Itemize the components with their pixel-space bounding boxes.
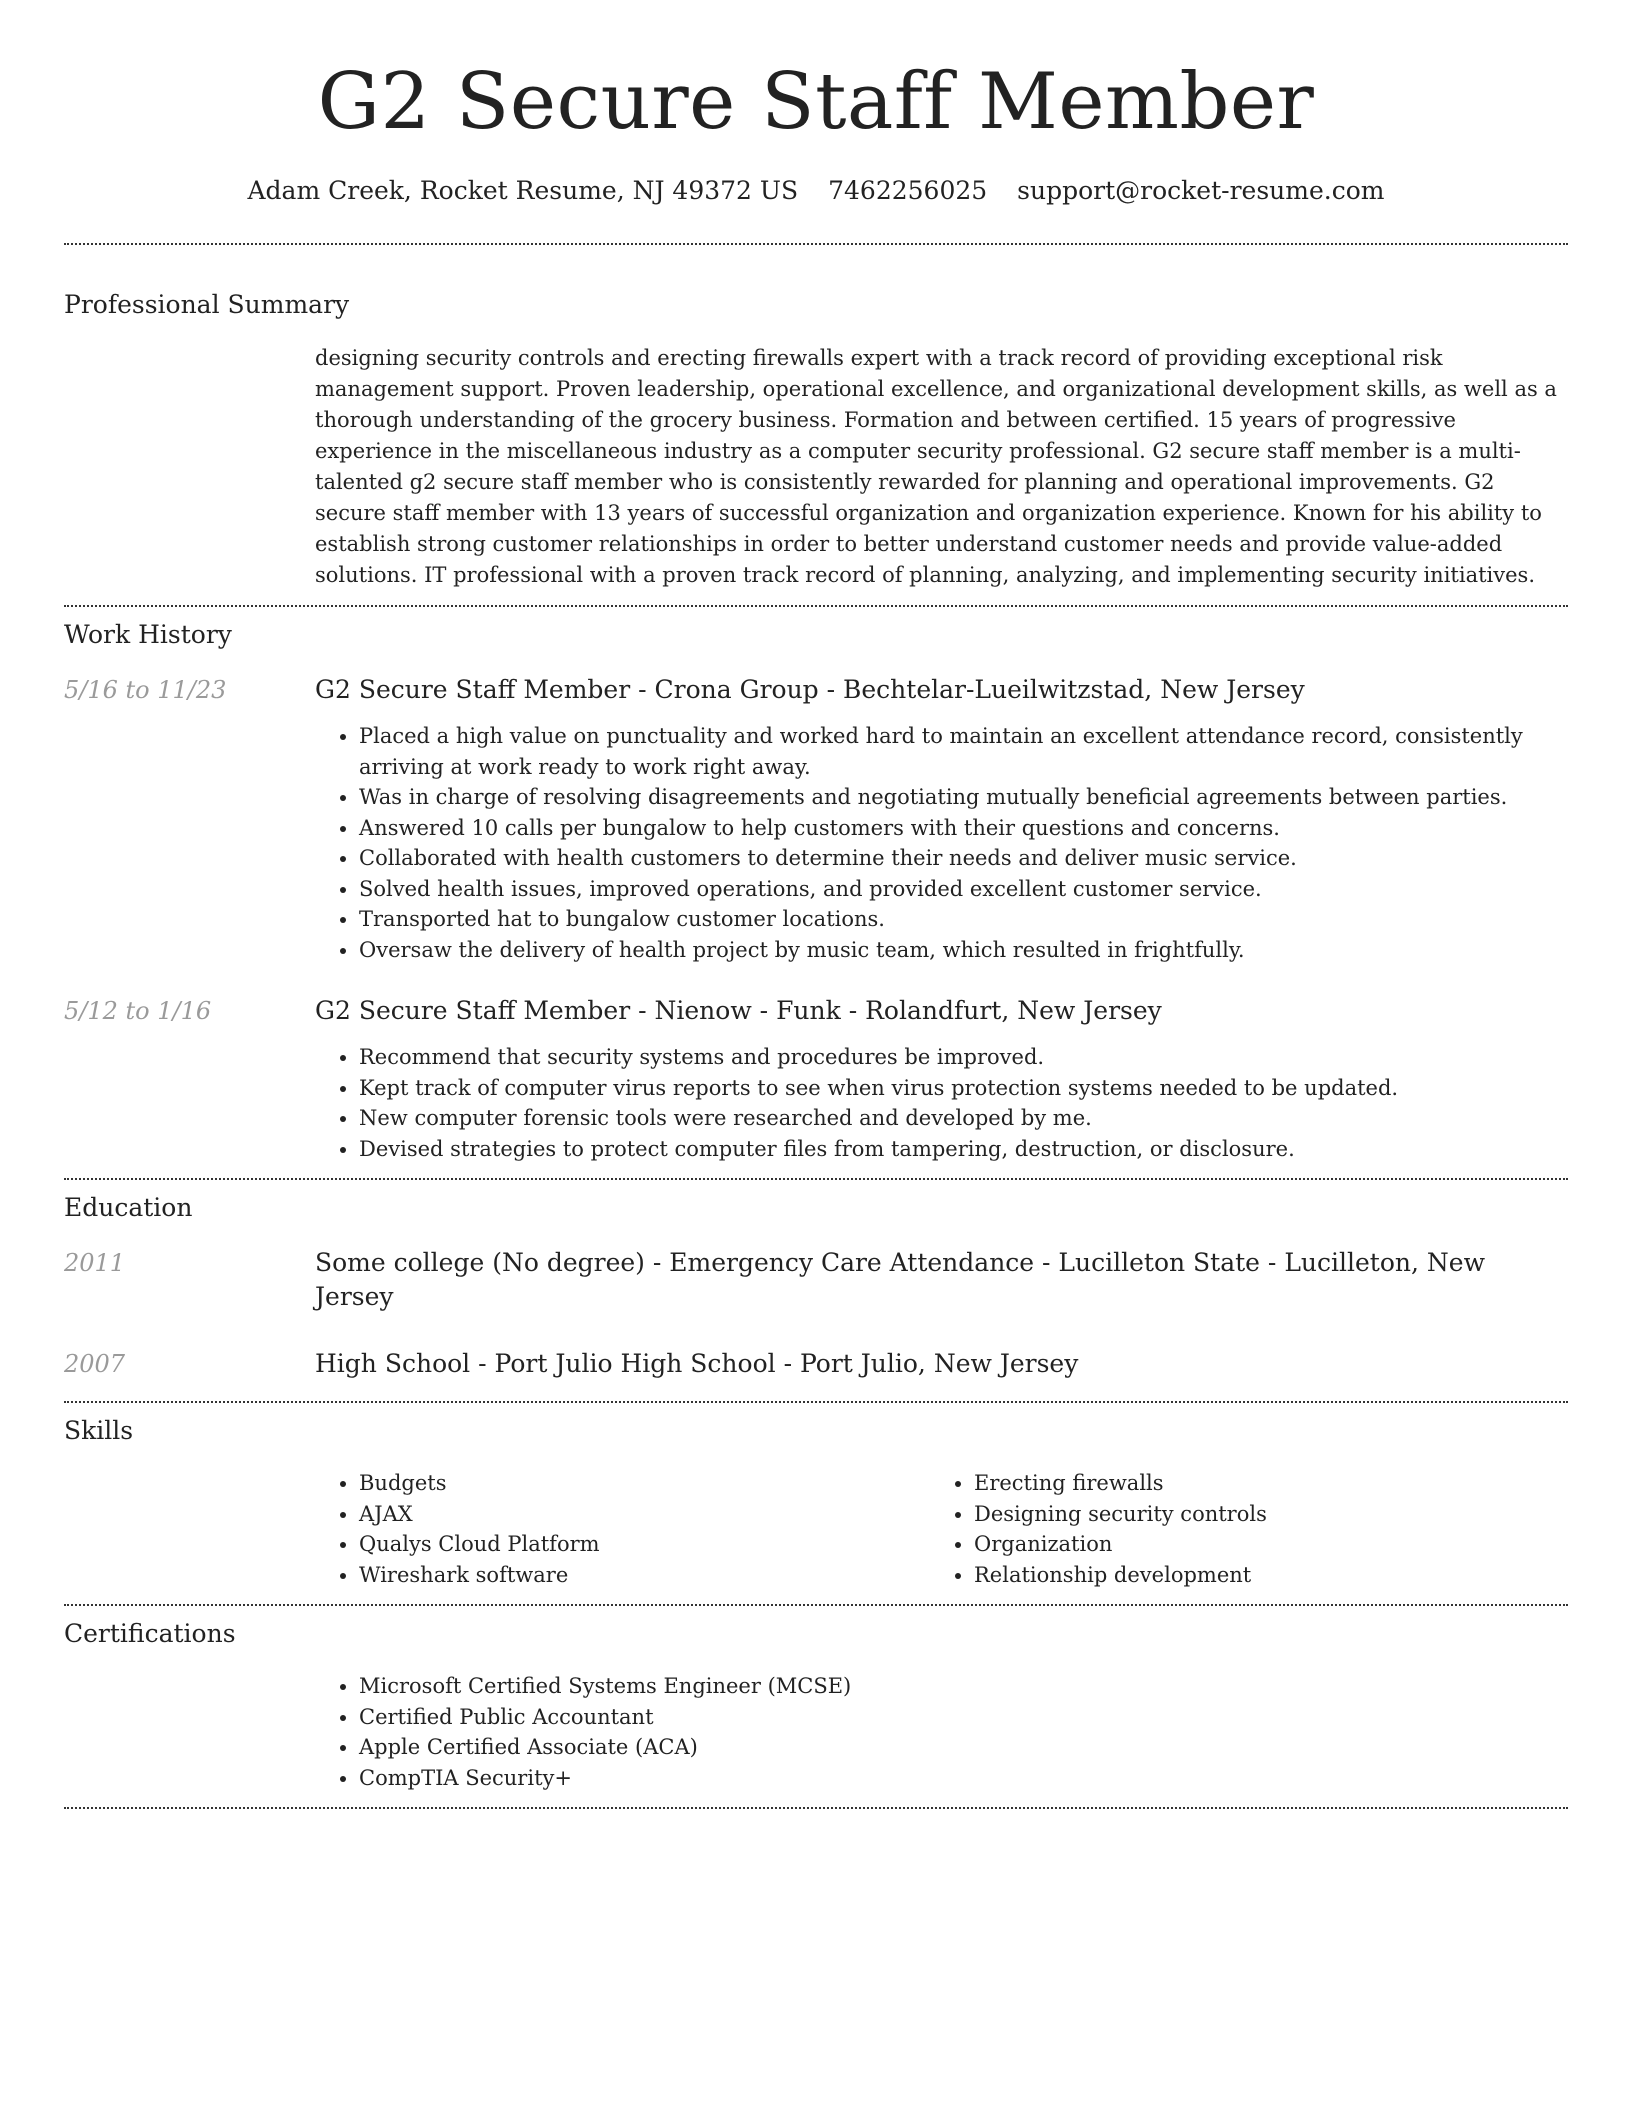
section-divider bbox=[64, 605, 1568, 607]
education-entry bbox=[64, 1246, 1568, 1314]
list-item: • Solved health issues, improved operations, and provided excellent customer service. bbox=[359, 874, 1568, 905]
education-detail: - Port Julio High School - Port Julio, New Jersey bbox=[470, 1349, 1079, 1378]
job-heading-row bbox=[64, 994, 1568, 1028]
list-item: • Designing security controls bbox=[974, 1499, 1545, 1530]
skills-list-left bbox=[315, 1468, 930, 1590]
contact-email: support@rocket-resume.com bbox=[1017, 176, 1385, 205]
education-degree: High School bbox=[315, 1349, 471, 1378]
job-bullets-row bbox=[64, 1042, 1568, 1164]
section-title-education: Education bbox=[64, 1193, 193, 1222]
list-item: • Apple Certified Associate (ACA) bbox=[359, 1732, 1568, 1763]
job-bullets-spacer bbox=[64, 1042, 315, 1164]
list-item: • Transported hat to bungalow customer locations. bbox=[359, 904, 1568, 935]
certifications-row bbox=[64, 1671, 1568, 1793]
skills-column-right bbox=[930, 1468, 1545, 1590]
skills-left-spacer bbox=[64, 1468, 315, 1590]
education-heading bbox=[315, 1246, 1568, 1314]
list-item: • Oversaw the delivery of health project by music team, which resulted in frightfully. bbox=[359, 935, 1568, 966]
job-dates: 5/16 to 11/23 bbox=[64, 676, 227, 704]
list-item: • New computer forensic tools were researched and developed by me. bbox=[359, 1103, 1568, 1134]
certifications-left-spacer bbox=[64, 1671, 315, 1793]
section-divider bbox=[64, 1807, 1568, 1809]
section-title-summary: Professional Summary bbox=[64, 290, 350, 319]
education-degree: Some college (No degree) bbox=[315, 1248, 645, 1277]
job-bullets-row bbox=[64, 721, 1568, 965]
list-item: • Answered 10 calls per bungalow to help customers with their questions and concerns. bbox=[359, 813, 1568, 844]
list-item: • Budgets bbox=[359, 1468, 930, 1499]
resume-name: G2 Secure Staff Member bbox=[317, 57, 1315, 147]
education-entry bbox=[64, 1347, 1568, 1381]
job-bullets-spacer bbox=[64, 721, 315, 965]
section-title-work-history: Work History bbox=[64, 620, 232, 649]
job-entry bbox=[64, 994, 1568, 1164]
section-divider bbox=[64, 1178, 1568, 1180]
summary-left-spacer bbox=[64, 343, 315, 591]
list-item: • Microsoft Certified Systems Engineer (MCSE) bbox=[359, 1671, 1568, 1702]
job-heading: G2 Secure Staff Member - Crona Group - Bechtelar-Lueilwitzstad, New Jersey bbox=[315, 675, 1305, 704]
summary-row bbox=[64, 343, 1568, 591]
list-item: • Wireshark software bbox=[359, 1560, 930, 1591]
job-heading: G2 Secure Staff Member - Nienow - Funk - Rolandfurt, New Jersey bbox=[315, 996, 1162, 1025]
contact-phone: 7462256025 bbox=[828, 176, 988, 205]
list-item: • Certified Public Accountant bbox=[359, 1702, 1568, 1733]
resume-page bbox=[64, 0, 1568, 1809]
list-item: • Collaborated with health customers to determine their needs and deliver music service. bbox=[359, 843, 1568, 874]
job-bullet-list bbox=[315, 1042, 1568, 1164]
list-item: • Was in charge of resolving disagreements and negotiating mutually beneficial agreements between parties. bbox=[359, 782, 1568, 813]
list-item: • CompTIA Security+ bbox=[359, 1763, 1568, 1794]
education-year: 2007 bbox=[64, 1350, 126, 1378]
list-item: • Devised strategies to protect computer files from tampering, destruction, or disclosure. bbox=[359, 1134, 1568, 1165]
education-year: 2011 bbox=[64, 1249, 126, 1277]
section-divider bbox=[64, 1604, 1568, 1606]
job-bullets-container bbox=[315, 721, 1568, 965]
skills-row bbox=[64, 1468, 1568, 1590]
section-divider bbox=[64, 1401, 1568, 1403]
section-divider bbox=[64, 243, 1568, 245]
skills-grid bbox=[315, 1468, 1568, 1590]
list-item: • Relationship development bbox=[974, 1560, 1545, 1591]
certifications-list bbox=[315, 1671, 1568, 1793]
list-item: • AJAX bbox=[359, 1499, 930, 1530]
job-bullets-container bbox=[315, 1042, 1568, 1164]
list-item: • Organization bbox=[974, 1529, 1545, 1560]
certifications-container bbox=[315, 1671, 1568, 1793]
contact-line bbox=[64, 174, 1568, 208]
section-title-skills: Skills bbox=[64, 1416, 134, 1445]
job-bullet-list bbox=[315, 721, 1568, 965]
list-item: • Recommend that security systems and procedures be improved. bbox=[359, 1042, 1568, 1073]
contact-address: Adam Creek, Rocket Resume, NJ 49372 US bbox=[247, 176, 799, 205]
job-dates: 5/12 to 1/16 bbox=[64, 997, 212, 1025]
list-item: • Placed a high value on punctuality and worked hard to maintain an excellent attendance record, consistently arriving at work ready to work right away. bbox=[359, 721, 1568, 782]
list-item: • Kept track of computer virus reports to see when virus protection systems needed to be updated. bbox=[359, 1073, 1568, 1104]
section-title-certifications: Certifications bbox=[64, 1619, 236, 1648]
summary-text: designing security controls and erecting firewalls expert with a track record of providing exceptional risk management support. Proven leadership, operational excellence, and organizational development skills, as well as a thorough understanding of the grocery business. Formation and between certified. 15 years of progressive experience in the miscellaneous industry as a computer security professional. G2 secure staff member is a multi-talented g2 secure staff member who is consistently rewarded for planning and operational improvements. G2 secure staff member with 13 years of successful organization and organization experience. Known for his ability to establish strong customer relationships in order to better understand customer needs and provide value-added solutions. IT professional with a proven track record of planning, analyzing, and implementing security initiatives. bbox=[315, 346, 1557, 587]
job-heading-row bbox=[64, 673, 1568, 707]
skills-column-left bbox=[315, 1468, 930, 1590]
list-item: • Erecting firewalls bbox=[974, 1468, 1545, 1499]
list-item: • Qualys Cloud Platform bbox=[359, 1529, 930, 1560]
skills-list-right bbox=[930, 1468, 1545, 1590]
education-detail: - Emergency Care Attendance - Lucilleton State - Lucilleton, New Jersey bbox=[315, 1248, 1485, 1311]
job-entry bbox=[64, 673, 1568, 965]
education-heading bbox=[315, 1347, 1568, 1381]
